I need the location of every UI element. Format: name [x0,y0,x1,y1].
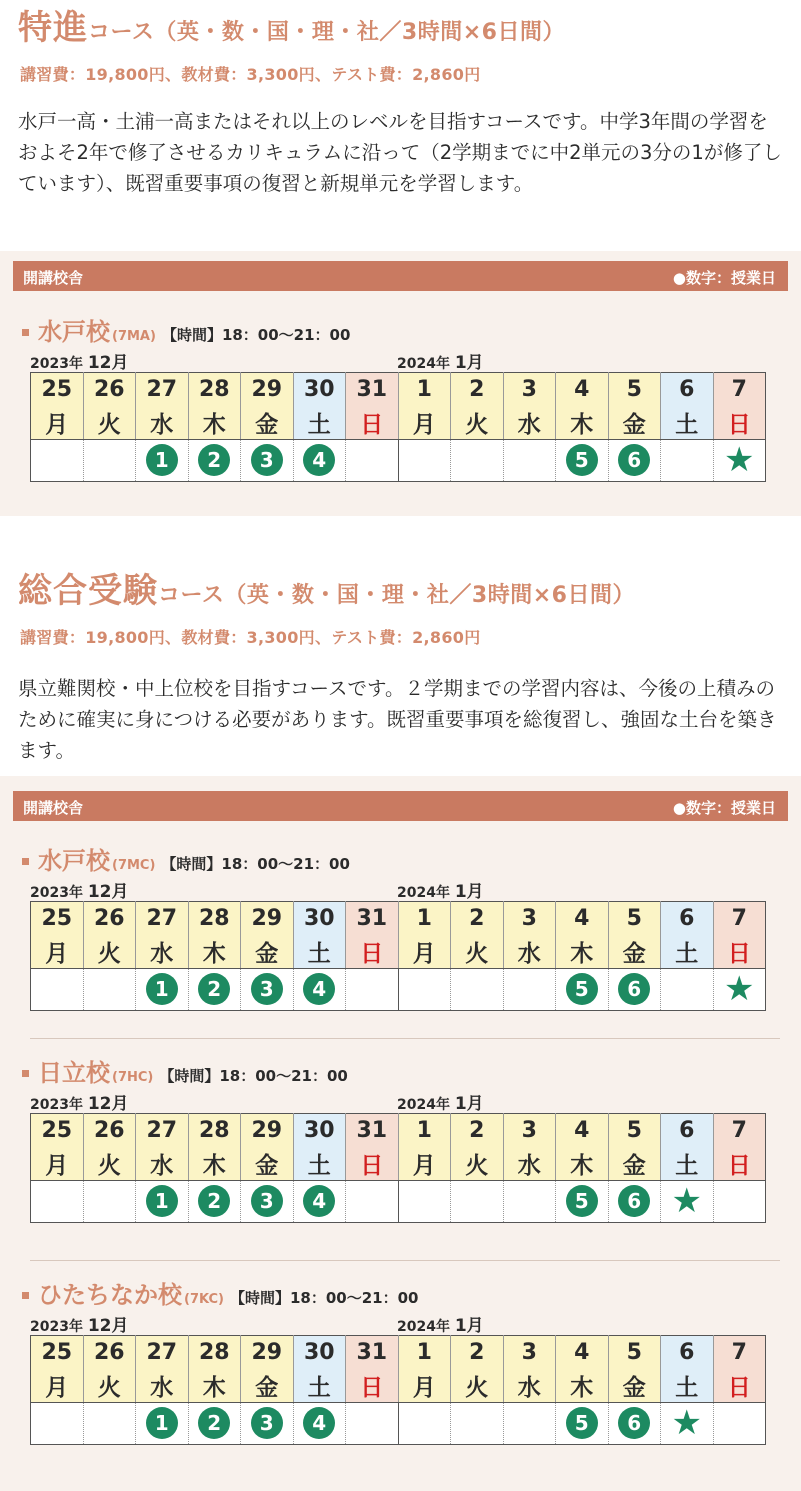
date-cell: 5 [608,373,661,406]
mark-cell [31,439,84,481]
class-day-number: 5 [566,1407,598,1439]
weekday-cell: 月 [31,406,84,440]
month-label-jan: 2024年 1月 [397,882,484,902]
weekday-cell: 木 [188,935,241,969]
mark-cell [188,1402,241,1444]
date-cell: 25 [31,902,84,935]
mark-cell [398,968,451,1010]
weekday-cell: 日 [346,1369,399,1403]
school-code: (7MC) [112,858,156,873]
weekday-cell: 木 [188,1147,241,1181]
weekday-cell: 金 [241,406,294,440]
weekday-cell: 火 [451,935,504,969]
mark-cell [608,1402,661,1444]
mark-cell [398,1180,451,1222]
weekday-cell: 火 [451,406,504,440]
school-time: 【時間】18：00〜21：00 [161,326,351,344]
date-cell: 25 [31,1114,84,1147]
weekday-cell: 月 [398,406,451,440]
date-cell: 30 [293,902,346,935]
school-name: 日立校 [38,1059,110,1087]
weekday-row [31,935,766,969]
mark-cell [503,1180,556,1222]
course-name: 特進 [18,8,88,48]
schools-panel [0,251,801,516]
date-cell: 27 [136,373,189,406]
date-cell: 25 [31,1336,84,1369]
weekday-cell: 水 [136,1369,189,1403]
weekday-cell: 土 [661,406,714,440]
mark-cell [293,1180,346,1222]
weekday-row [31,406,766,440]
class-day-number: 2 [198,973,230,1005]
class-day-row [31,1180,766,1222]
date-cell: 7 [713,1114,766,1147]
weekday-cell: 土 [293,935,346,969]
weekday-cell: 土 [293,1369,346,1403]
mark-cell [136,439,189,481]
date-cell: 31 [346,1336,399,1369]
mark-cell [451,1402,504,1444]
weekday-cell: 火 [83,406,136,440]
weekday-cell: 火 [451,1369,504,1403]
date-cell: 2 [451,1114,504,1147]
date-cell: 1 [398,1114,451,1147]
date-cell: 7 [713,902,766,935]
date-row [31,373,766,406]
weekday-cell: 月 [398,935,451,969]
class-day-number: 1 [146,973,178,1005]
weekday-cell: 金 [608,935,661,969]
mark-cell [241,439,294,481]
mark-cell [556,439,609,481]
date-cell: 1 [398,902,451,935]
month-label-dec: 2023年 12月 [30,882,129,902]
mark-cell [398,439,451,481]
mark-cell [136,1180,189,1222]
weekday-cell: 月 [398,1369,451,1403]
school-name: ひたちなか校 [38,1281,182,1309]
mark-cell [136,968,189,1010]
date-cell: 29 [241,902,294,935]
course-subtitle: コース（英・数・国・理・社／3時間×6日間） [88,20,565,45]
weekday-cell: 水 [503,1369,556,1403]
weekday-cell: 木 [556,1369,609,1403]
mark-cell [661,968,714,1010]
mark-cell [451,439,504,481]
month-label-jan: 2024年 1月 [397,353,484,373]
class-day-number: 4 [303,973,335,1005]
schedule-table [30,1335,766,1445]
mark-cell [451,1180,504,1222]
weekday-cell: 日 [346,1147,399,1181]
school-code: (7MA) [112,329,156,344]
weekday-cell: 木 [556,1147,609,1181]
mark-cell [83,1180,136,1222]
weekday-cell: 水 [503,406,556,440]
month-label-jan: 2024年 1月 [397,1094,484,1114]
mark-cell [556,1402,609,1444]
mark-cell [556,968,609,1010]
mark-cell [83,968,136,1010]
mark-cell [713,968,766,1010]
class-day-number: 4 [303,1185,335,1217]
mark-cell [31,1180,84,1222]
weekday-cell: 水 [503,935,556,969]
date-cell: 5 [608,902,661,935]
date-cell: 6 [661,1336,714,1369]
class-day-number: 6 [618,1407,650,1439]
date-cell: 31 [346,902,399,935]
date-row [31,1114,766,1147]
weekday-cell: 木 [188,406,241,440]
mark-cell [136,1402,189,1444]
mark-cell [713,439,766,481]
mark-cell [346,439,399,481]
date-cell: 29 [241,373,294,406]
mark-cell [661,1402,714,1444]
class-day-number: 6 [618,973,650,1005]
school-time: 【時間】18：00〜21：00 [229,1289,419,1307]
star-test-icon: ★ [671,1181,702,1221]
schools-header [13,791,788,821]
date-cell: 7 [713,373,766,406]
date-cell: 26 [83,1336,136,1369]
weekday-cell: 日 [346,406,399,440]
date-cell: 3 [503,902,556,935]
date-cell: 5 [608,1336,661,1369]
mark-cell [293,1402,346,1444]
weekday-cell: 水 [136,1147,189,1181]
mark-cell [608,439,661,481]
class-day-row [31,968,766,1010]
weekday-cell: 火 [83,935,136,969]
class-day-row [31,1402,766,1444]
date-cell: 7 [713,1336,766,1369]
weekday-cell: 木 [556,935,609,969]
schools-header [13,261,788,291]
date-cell: 31 [346,373,399,406]
schools-panel [0,776,801,1491]
weekday-cell: 水 [136,406,189,440]
date-cell: 3 [503,373,556,406]
school-time: 【時間】18：00〜21：00 [159,1067,348,1085]
mark-cell [713,1402,766,1444]
weekday-cell: 火 [451,1147,504,1181]
course-fees: 講習費：19,800円、教材費：3,300円、テスト費：2,860円 [20,628,481,647]
mark-cell [608,1180,661,1222]
weekday-cell: 火 [83,1147,136,1181]
weekday-cell: 金 [608,1147,661,1181]
weekday-cell: 火 [83,1369,136,1403]
class-day-number: 3 [251,444,283,476]
date-cell: 26 [83,373,136,406]
class-day-number: 2 [198,1185,230,1217]
class-day-number: 5 [566,973,598,1005]
mark-cell [31,1402,84,1444]
date-cell: 27 [136,902,189,935]
school-title [22,1275,418,1310]
date-cell: 4 [556,373,609,406]
date-cell: 29 [241,1114,294,1147]
class-day-number: 5 [566,1185,598,1217]
school-time: 【時間】18：00〜21：00 [161,855,350,873]
date-row [31,1336,766,1369]
schools-label: 開講校舎 [23,799,84,817]
mark-cell [241,1180,294,1222]
weekday-cell: 日 [346,935,399,969]
date-cell: 30 [293,1114,346,1147]
month-label-dec: 2023年 12月 [30,353,129,373]
star-test-icon: ★ [671,1403,702,1443]
weekday-row [31,1369,766,1403]
date-cell: 28 [188,1114,241,1147]
date-cell: 3 [503,1114,556,1147]
weekday-cell: 月 [31,935,84,969]
class-day-number: 3 [251,973,283,1005]
legend: ●数字：授業日 [672,269,776,287]
course-subtitle: コース（英・数・国・理・社／3時間×6日間） [158,583,635,608]
schools-label: 開講校舎 [23,269,84,287]
weekday-cell: 土 [293,1147,346,1181]
weekday-cell: 土 [661,1147,714,1181]
date-cell: 4 [556,1336,609,1369]
date-cell: 27 [136,1336,189,1369]
weekday-cell: 木 [188,1369,241,1403]
date-cell: 28 [188,373,241,406]
date-cell: 2 [451,902,504,935]
class-day-number: 2 [198,444,230,476]
weekday-cell: 水 [503,1147,556,1181]
class-day-number: 6 [618,1185,650,1217]
mark-cell [83,1402,136,1444]
date-cell: 29 [241,1336,294,1369]
mark-cell [31,968,84,1010]
mark-cell [188,1180,241,1222]
schedule-table [30,901,766,1011]
date-cell: 2 [451,1336,504,1369]
date-cell: 26 [83,902,136,935]
class-day-number: 1 [146,1185,178,1217]
course-fees: 講習費：19,800円、教材費：3,300円、テスト費：2,860円 [20,65,481,84]
date-cell: 30 [293,1336,346,1369]
weekday-cell: 水 [136,935,189,969]
mark-cell [661,439,714,481]
weekday-row [31,1147,766,1181]
schedule-table [30,372,766,482]
weekday-cell: 土 [661,935,714,969]
mark-cell [713,1180,766,1222]
school-code: (7KC) [184,1292,224,1307]
date-cell: 2 [451,373,504,406]
mark-cell [241,1402,294,1444]
class-day-number: 1 [146,1407,178,1439]
school-name: 水戸校 [38,847,110,875]
school-title [22,312,350,347]
mark-cell [398,1402,451,1444]
weekday-cell: 月 [398,1147,451,1181]
mark-cell [83,439,136,481]
mark-cell [503,1402,556,1444]
date-cell: 6 [661,373,714,406]
date-cell: 3 [503,1336,556,1369]
mark-cell [188,439,241,481]
weekday-cell: 日 [713,406,766,440]
class-day-number: 4 [303,1407,335,1439]
mark-cell [293,968,346,1010]
month-label-dec: 2023年 12月 [30,1094,129,1114]
school-title [22,1053,348,1088]
weekday-cell: 金 [241,1147,294,1181]
mark-cell [188,968,241,1010]
date-cell: 6 [661,1114,714,1147]
mark-cell [293,439,346,481]
weekday-cell: 土 [661,1369,714,1403]
mark-cell [608,968,661,1010]
weekday-cell: 日 [713,1147,766,1181]
weekday-cell: 月 [31,1369,84,1403]
weekday-cell: 金 [241,1369,294,1403]
star-test-icon: ★ [724,440,755,480]
mark-cell [556,1180,609,1222]
date-cell: 1 [398,1336,451,1369]
mark-cell [503,968,556,1010]
date-cell: 30 [293,373,346,406]
bullet-square-icon [22,858,29,865]
date-cell: 5 [608,1114,661,1147]
mark-cell [661,1180,714,1222]
school-code: (7HC) [112,1070,154,1085]
mark-cell [503,439,556,481]
weekday-cell: 土 [293,406,346,440]
star-test-icon: ★ [724,969,755,1009]
class-day-number: 2 [198,1407,230,1439]
weekday-cell: 日 [713,935,766,969]
course-title [18,563,635,612]
divider [30,1260,780,1261]
legend: ●数字：授業日 [672,799,776,817]
month-label-dec: 2023年 12月 [30,1316,129,1336]
bullet-square-icon [22,329,29,336]
weekday-cell: 金 [608,406,661,440]
date-row [31,902,766,935]
date-cell: 4 [556,1114,609,1147]
class-day-number: 1 [146,444,178,476]
date-cell: 25 [31,373,84,406]
weekday-cell: 月 [31,1147,84,1181]
course-description: 県立難関校・中上位校を目指すコースです。２学期までの学習内容は、今後の上積みのために確実に身につける必要があります。既習重要事項を総復習し、強固な土台を築きます。 [18,677,777,762]
date-cell: 27 [136,1114,189,1147]
mark-cell [241,968,294,1010]
class-day-number: 6 [618,444,650,476]
course-name: 総合受験 [18,571,158,611]
date-cell: 26 [83,1114,136,1147]
school-name: 水戸校 [38,318,110,346]
mark-cell [346,968,399,1010]
bullet-square-icon [22,1292,29,1299]
weekday-cell: 金 [241,935,294,969]
date-cell: 28 [188,1336,241,1369]
school-title [22,841,350,876]
month-label-jan: 2024年 1月 [397,1316,484,1336]
class-day-row [31,439,766,481]
schedule-table [30,1113,766,1223]
class-day-number: 5 [566,444,598,476]
mark-cell [346,1180,399,1222]
course-title [18,0,565,49]
class-day-number: 4 [303,444,335,476]
divider [30,1038,780,1039]
mark-cell [451,968,504,1010]
date-cell: 31 [346,1114,399,1147]
mark-cell [346,1402,399,1444]
bullet-square-icon [22,1070,29,1077]
date-cell: 1 [398,373,451,406]
course-description: 水戸一高・土浦一高またはそれ以上のレベルを目指すコースです。中学3年間の学習をおよそ2年で修了させるカリキュラムに沿って（2学期までに中2単元の3分の1が修了しています）、既習重要事項の復習と新規単元を学習します。 [18,110,782,195]
date-cell: 4 [556,902,609,935]
date-cell: 28 [188,902,241,935]
date-cell: 6 [661,902,714,935]
class-day-number: 3 [251,1185,283,1217]
weekday-cell: 日 [713,1369,766,1403]
weekday-cell: 金 [608,1369,661,1403]
weekday-cell: 木 [556,406,609,440]
class-day-number: 3 [251,1407,283,1439]
